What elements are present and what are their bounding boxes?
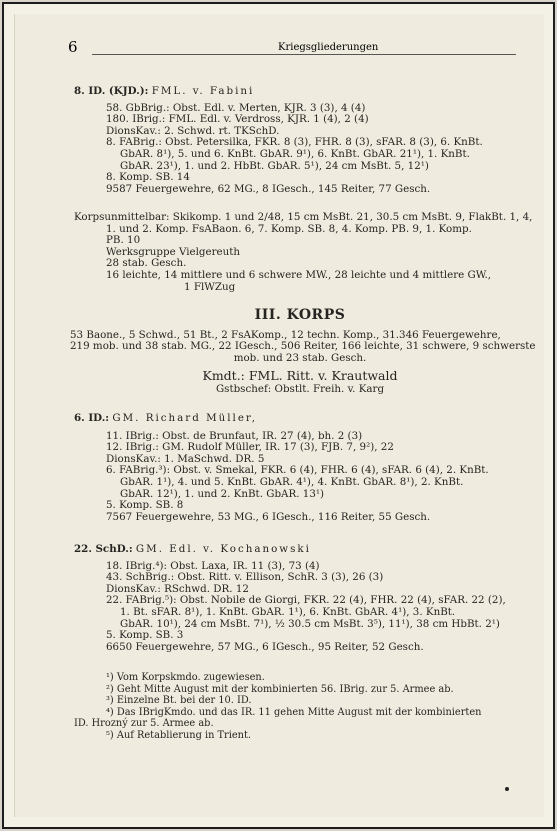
corps-summary-line: mob. und 23 stab. Gesch. [233, 351, 367, 364]
corps-3-block [70, 307, 536, 396]
entry-line: GbAR. 8¹), 5. und 6. KnBt. GbAR. 9¹), 6. KnBt. GbAR. 21¹), 1. KnBt. [120, 147, 470, 160]
entry-line: 5. Komp. SB. 3 [106, 629, 184, 642]
division-commander: GM. Edl. v. Kochanowski [135, 543, 311, 555]
division-8-block [74, 86, 526, 195]
division-6-block [74, 413, 526, 523]
entry-line: 180. IBrig.: FML. Edl. v. Verdross, KJR. 1 (4), 2 (4) [106, 113, 369, 126]
entry-line: GbAR. 1¹), 4. und 5. KnBt. GbAR. 4¹), 4. KnBt. GbAR. 8¹), 2. KnBt. [120, 475, 464, 488]
footnotes [74, 672, 526, 742]
footnote: ³) Einzelne Bt. bei der 10. ID. [106, 695, 252, 707]
division-heading [74, 86, 526, 98]
entry-line: DionsKav.: RSchwd. DR. 12 [106, 582, 249, 595]
corps-commander: Kmdt.: FML. Ritt. v. Krautwald [202, 368, 398, 384]
entry-line: 22. FABrig.⁵): Obst. Nobile de Giorgi, FKR. 22 (4), FHR. 22 (4), sFAR. 22 (2), [106, 594, 506, 607]
entry-line: Werksgruppe Vielgereuth [106, 245, 241, 258]
footnote: ID. Hrozný zur 5. Armee ab. [74, 718, 214, 730]
division-label: 8. ID. (KJD.): [74, 85, 149, 97]
ink-speck [505, 787, 509, 791]
header-rule [92, 54, 516, 55]
division-22-block [74, 544, 526, 653]
entry-line: 11. IBrig.: Obst. de Brunfaut, IR. 27 (4), bh. 2 (3) [106, 429, 363, 442]
footnote: ⁴) Das IBrigKmdo. und das IR. 11 gehen Mitte August mit der kombinierten [106, 706, 482, 718]
division-heading [74, 544, 526, 556]
division-heading [74, 413, 526, 425]
corps-chief-of-staff: Gstbschef: Obstlt. Freih. v. Karg [215, 382, 385, 395]
entry-line: 6. FABrig.³): Obst. v. Smekal, FKR. 6 (4), FHR. 6 (4), sFAR. 6 (4), 2. KnBt. [106, 464, 489, 477]
page-number: 6 [68, 38, 78, 56]
entry-line: 8. Komp. SB. 14 [106, 171, 190, 184]
division-label: 6. ID.: [74, 412, 110, 424]
entry-line: 1. und 2. Komp. FsABaon. 6, 7. Komp. SB. 8, 4. Komp. PB. 9, 1. Komp. [106, 222, 472, 235]
entry-line: DionsKav.: 1. MaSchwd. DR. 5 [106, 452, 265, 465]
entry-line: 7567 Feuergewehre, 53 MG., 6 IGesch., 116 Reiter, 55 Gesch. [106, 510, 431, 523]
entry-line: DionsKav.: 2. Schwd. rt. TKSchD. [106, 124, 280, 137]
entry-line: GbAR. 23¹), 1. und 2. HbBt. GbAR. 5¹), 24 cm MsBt. 5, 12¹) [120, 159, 429, 172]
division-commander: FML. v. Fabini [151, 85, 255, 97]
footnote: ¹) Vom Korpskmdo. zugewiesen. [106, 672, 265, 683]
entry-line: 12. IBrig.: GM. Rudolf Müller, IR. 17 (3), FJB. 7, 9²), 22 [106, 441, 394, 454]
entry-line: 8. FABrig.: Obst. Petersilka, FKR. 8 (3), FHR. 8 (3), sFAR. 8 (3), 6. KnBt. [106, 136, 483, 149]
entry-line: Korpsunmittelbar: Skikomp. 1 und 2/48, 15 cm MsBt. 21, 30.5 cm MsBt. 9, FlakBt. 1, 4, [74, 211, 533, 223]
entry-line: 58. GbBrig.: Obst. Edl. v. Merten, KJR. 3 (3), 4 (4) [106, 101, 366, 114]
footnote: ²) Geht Mitte August mit der kombinierten 56. IBrig. zur 5. Armee ab. [106, 683, 454, 695]
entry-line: 43. SchBrig.: Obst. Ritt. v. Ellison, SchR. 3 (3), 26 (3) [106, 571, 384, 584]
entry-line: 16 leichte, 14 mittlere und 6 schwere MW., 28 leichte und 4 mittlere GW., [106, 268, 492, 281]
entry-line: 1. Bt. sFAR. 8¹), 1. KnBt. GbAR. 1¹), 6. KnBt. GbAR. 4¹), 3. KnBt. [120, 605, 456, 618]
entry-line: 6650 Feuergewehre, 57 MG., 6 IGesch., 95 Reiter, 52 Gesch. [106, 640, 424, 653]
corps-direct-block [74, 211, 533, 293]
entry-line: GbAR. 12¹), 1. und 2. KnBt. GbAR. 13¹) [120, 487, 325, 500]
division-commander: GM. Richard Müller, [112, 412, 257, 424]
division-label: 22. SchD.: [74, 543, 133, 555]
running-title: Kriegsgliederungen [278, 42, 379, 53]
entry-line: 5. Komp. SB. 8 [106, 499, 184, 512]
entry-line: 18. IBrig.⁴): Obst. Laxa, IR. 11 (3), 73 (4) [106, 559, 320, 572]
entry-line: GbAR. 10¹), 24 cm MsBt. 7¹), ½ 30.5 cm MsBt. 3⁵), 11¹), 38 cm HbBt. 2¹) [120, 617, 500, 630]
footnote: ⁵) Auf Retablierung in Trient. [106, 729, 252, 741]
entry-line: 9587 Feuergewehre, 62 MG., 8 IGesch., 145 Reiter, 77 Gesch. [106, 182, 431, 195]
entry-line: 28 stab. Gesch. [106, 257, 187, 270]
entry-line: PB. 10 [106, 234, 141, 247]
corps-title: III. KORPS [254, 307, 346, 323]
corps-summary-line: 219 mob. und 38 stab. MG., 22 IGesch., 506 Reiter, 166 leichte, 31 schwere, 9 schwerste [70, 340, 536, 353]
page-header [68, 38, 524, 62]
entry-line: 1 FlWZug [184, 280, 236, 293]
corps-summary-line: 53 Baone., 5 Schwd., 51 Bt., 2 FsAKomp., 12 techn. Komp., 31.346 Feuergewehre, [70, 328, 501, 341]
